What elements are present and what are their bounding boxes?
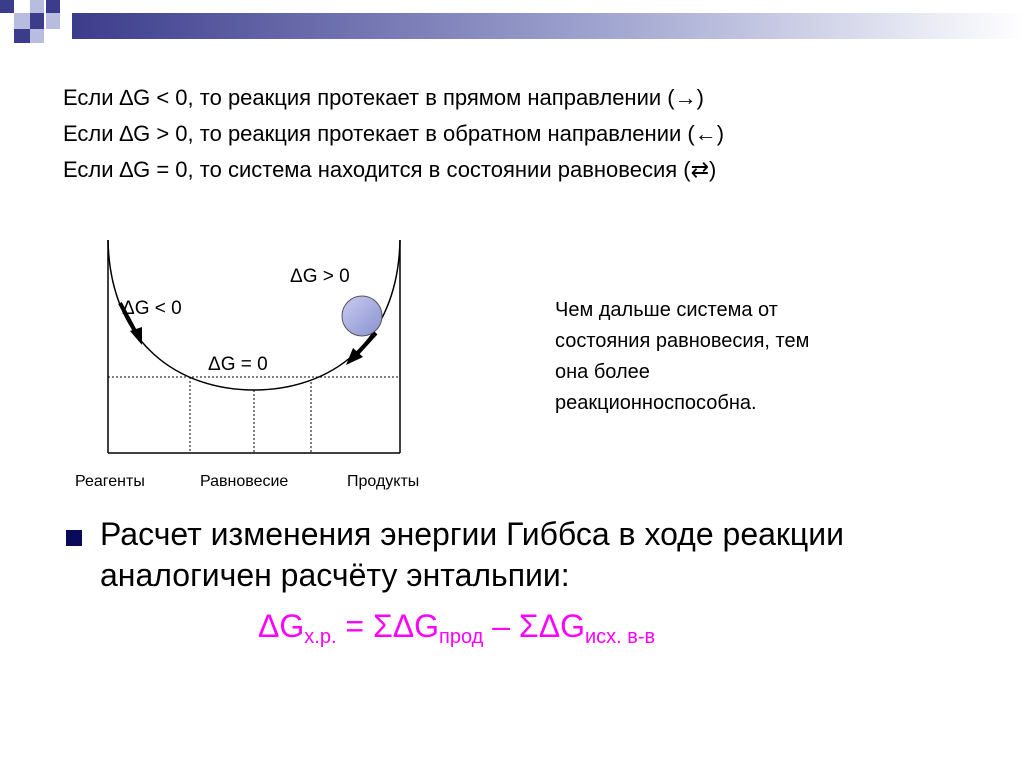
label-delta-g-zero: ΔG = 0 xyxy=(208,354,268,375)
axis-label-products: Продукты xyxy=(347,473,420,490)
arrow-down-right-icon xyxy=(130,327,142,345)
condition-line: Если ∆G < 0, то реакция протекает в прямом направлении (→) xyxy=(63,85,704,110)
condition-line: Если ∆G > 0, то реакция протекает в обратном направлении (←) xyxy=(63,121,725,146)
energy-diagram xyxy=(70,235,450,495)
bullet-text: Расчет изменения энергии Гиббса в ходе реакции аналогичен расчёту энтальпии: xyxy=(100,516,844,593)
formula-subscript: прод xyxy=(439,626,484,648)
bullet-item xyxy=(66,514,966,596)
label-delta-g-positive: ΔG > 0 xyxy=(290,266,350,287)
formula-part: ΔG xyxy=(258,608,305,644)
ball-icon xyxy=(342,296,382,336)
side-note: Чем дальше система от состояния равновесия, тем она более реакционноспособна. xyxy=(555,299,810,414)
axis-label-equilibrium: Равновесие xyxy=(200,473,289,490)
formula-subscript: исх. в-в xyxy=(584,626,656,648)
condition-line: Если ∆G = 0, то система находится в состоянии равновесия (⇄) xyxy=(63,157,717,182)
header-gradient-bar xyxy=(72,13,1024,39)
bullet-square-icon xyxy=(66,530,82,546)
formula-part: = ΣΔG xyxy=(336,608,440,644)
conditions-list xyxy=(63,80,724,188)
axis-label-reactants: Реагенты xyxy=(75,473,145,490)
gibbs-formula xyxy=(258,608,655,649)
formula-subscript: х.р. xyxy=(304,626,337,648)
label-delta-g-negative: ΔG < 0 xyxy=(122,298,182,319)
formula-part: – ΣΔG xyxy=(483,608,585,644)
